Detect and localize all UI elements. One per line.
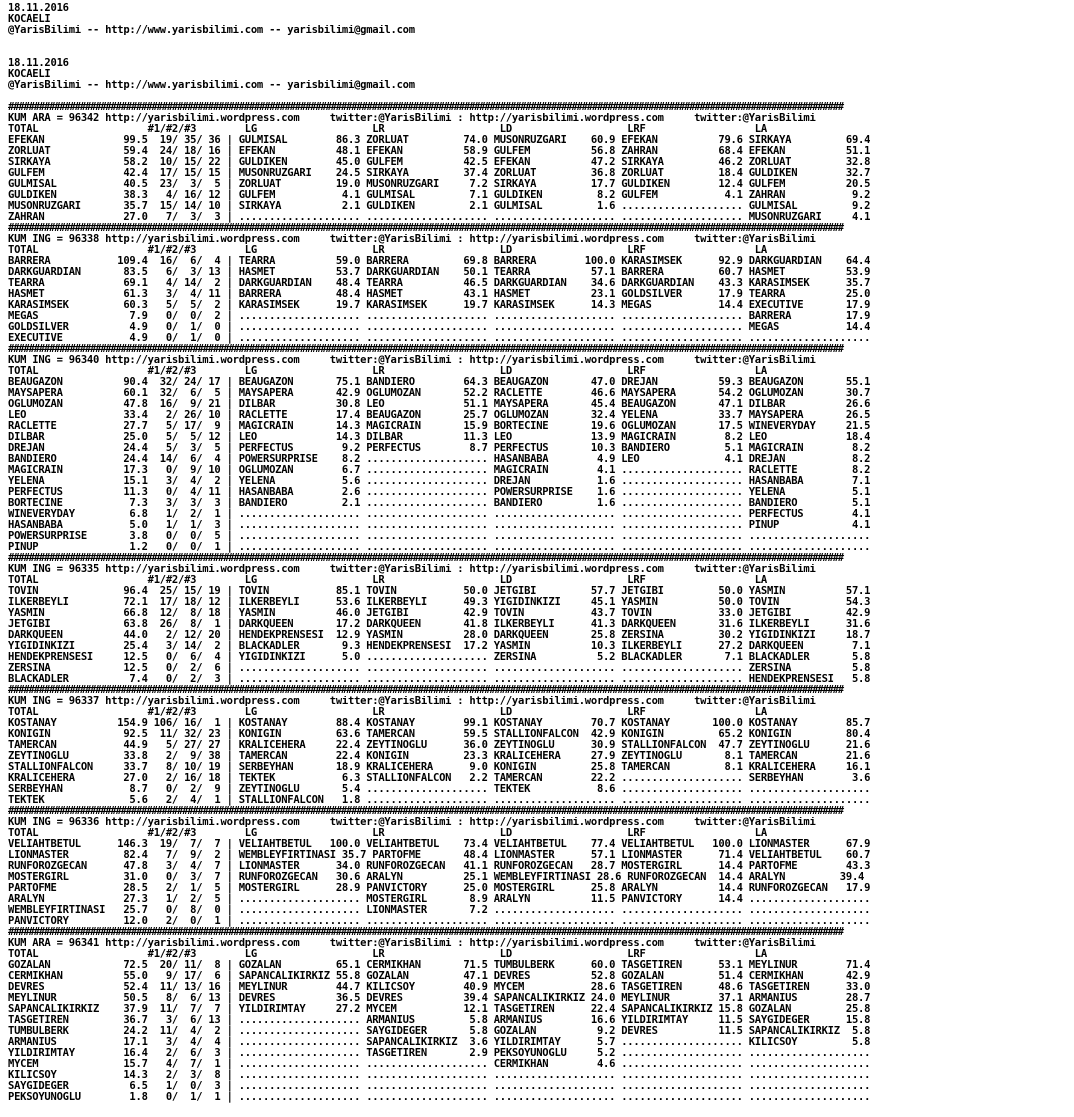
report-line: TUMBULBERK 24.2 11/ 4/ 2 | .................... SAYGIDEGER 5.8 GOZALAN 9.2 DEVRES 11.5 SAPANCALIKIRKIZ 5.8 [8, 1026, 871, 1037]
report-line: RUNFOROZGECAN 47.8 3/ 4/ 7 | LIONMASTER 34.0 RUNFOROZGECAN 41.1 RUNFOROZGECAN 28.7 MOSTERGIRL 14.4 PARTOFME 43.3 [8, 861, 871, 872]
report-line: LEO 33.4 2/ 26/ 10 | RACLETTE 17.4 BEAUGAZON 25.7 OGLUMOZAN 32.4 YELENA 33.7 MAYSAPERA 26.5 [8, 410, 871, 421]
report-line: HASANBABA 5.0 1/ 1/ 3 | .................... .................... .................... .................... PINUP 4.1 [8, 520, 871, 531]
report-line: ARMANIUS 17.1 3/ 4/ 4 | .................... SAPANCALIKIRKIZ 3.6 YILDIRIMTAY 5.7 .................... KILICSOY 5.8 [8, 1037, 871, 1048]
report-line: YASMIN 66.8 12/ 8/ 18 | YASMIN 46.0 JETGIBI 42.9 TOVIN 43.7 TOVIN 33.0 JETGIBI 42.9 [8, 608, 871, 619]
report-line: DEVRES 52.4 11/ 13/ 16 | MEYLINUR 44.7 KILICSOY 40.9 MYCEM 28.6 TASGETIREN 48.6 TASGETIREN 33.0 [8, 982, 871, 993]
report-line: TAMERCAN 44.9 5/ 27/ 27 | KRALICEHERA 22.4 ZEYTINOGLU 36.0 ZEYTINOGLU 30.9 STALLIONFALCON 47.7 ZEYTINOGLU 21.6 [8, 740, 871, 751]
report-line: ILKERBEYLI 72.1 17/ 18/ 12 | ILKERBEYLI 53.6 ILKERBEYLI 49.3 YIGIDINKIZI 45.1 YASMIN 50.0 TOVIN 54.3 [8, 597, 871, 608]
report-line: ZEYTINOGLU 33.8 2/ 9/ 38 | TAMERCAN 22.4 KONIGIN 23.3 KRALICEHERA 27.9 ZEYTINOGLU 8.1 TAMERCAN 21.6 [8, 751, 871, 762]
report-line: EXECUTIVE 4.9 0/ 1/ 0 | .................... .................... .................... .................... .................... [8, 333, 871, 344]
report-line: DILBAR 25.0 5/ 5/ 12 | LEO 14.3 DILBAR 11.3 LEO 13.9 MAGICRAIN 8.2 LEO 18.4 [8, 432, 871, 443]
report-line: MOSTERGIRL 31.0 0/ 3/ 7 | RUNFOROZGECAN 30.6 ARALYN 25.1 WEMBLEYFIRTINASI 28.6 RUNFOROZGECAN 14.4 ARALYN 39.4 [8, 872, 865, 883]
report-line: MAGICRAIN 17.3 0/ 9/ 10 | OGLUMOZAN 6.7 .................... MAGICRAIN 4.1 .................... RACLETTE 8.2 [8, 465, 871, 476]
report-line: YILDIRIMTAY 16.4 2/ 6/ 3 | .................... TASGETIREN 2.9 PEKSOYUNOGLU 5.2 .................... .................... [8, 1048, 871, 1059]
report-line: JETGIBI 63.8 26/ 8/ 1 | DARKQUEEN 17.2 DARKQUEEN 41.8 ILKERBEYLI 41.3 DARKQUEEN 31.6 ILKERBEYLI 31.6 [8, 619, 871, 630]
separator-line: ################################################################################################################################################################### [8, 102, 843, 113]
report-line: TOTAL #1/#2/#3 LG LR LD LRF LA [8, 707, 767, 718]
report-line: STALLIONFALCON 33.7 8/ 10/ 19 | SERBEYHAN 18.9 KRALICEHERA 9.0 KONIGIN 25.8 TAMERCAN 8.1 KRALICEHERA 16.1 [8, 762, 871, 773]
report-line: KOCAELI [8, 14, 51, 25]
report-line: WEMBLEYFIRTINASI 25.7 0/ 8/ 0 | .................... LIONMASTER 7.2 .................... .................... .................... [8, 905, 871, 916]
report-line: PERFECTUS 11.3 0/ 4/ 11 | HASANBABA 2.6 .................... POWERSURPRISE 1.6 .................... YELENA 5.1 [8, 487, 871, 498]
report-line: LIONMASTER 82.4 7/ 9/ 2 | WEMBLEYFIRTINASI 35.7 PARTOFME 48.4 LIONMASTER 57.1 LIONMASTER 71.4 VELIAHTBETUL 60.7 [8, 850, 871, 861]
report-line: TEKTEK 5.6 2/ 4/ 1 | STALLIONFALCON 1.8 .................... .................... .................... .................... [8, 795, 871, 806]
report-line: KUM ING = 96337 http://yarisbilimi.wordpress.com twitter:@YarisBilimi : http://yarisbilimi.wordpress.com twitter:@YarisBilimi [8, 696, 816, 707]
report-line: PANVICTORY 12.0 2/ 0/ 1 | .................... .................... .................... .................... .................... [8, 916, 871, 927]
report-line: BARRERA 109.4 16/ 6/ 4 | TEARRA 59.0 BARRERA 69.8 BARRERA 100.0 KARASIMSEK 92.9 DARKGUARDIAN 64.4 [8, 256, 871, 267]
report-line [8, 47, 1068, 58]
report-line: KARASIMSEK 60.3 5/ 5/ 2 | KARASIMSEK 19.7 KARASIMSEK 19.7 KARASIMSEK 14.3 MEGAS 14.4 EXECUTIVE 17.9 [8, 300, 871, 311]
report-line: VELIAHTBETUL 146.3 19/ 7/ 7 | VELIAHTBETUL 100.0 VELIAHTBETUL 73.4 VELIAHTBETUL 77.4 VELIAHTBETUL 100.0 LIONMASTER 67.9 [8, 839, 871, 850]
report-line: KUM ING = 96335 http://yarisbilimi.wordpress.com twitter:@YarisBilimi : http://yarisbilimi.wordpress.com twitter:@YarisBilimi [8, 564, 816, 575]
report-line: PINUP 1.2 0/ 0/ 1 | .................... .................... .................... .................... .................... [8, 542, 871, 553]
report-line: HENDEKPRENSESI 12.5 0/ 6/ 4 | YIGIDINKIZI 5.0 .................... ZERSINA 5.2 BLACKADLER 7.1 BLACKADLER 5.8 [8, 652, 871, 663]
race-report-document [8, 3, 1068, 1103]
report-line: BEAUGAZON 90.4 32/ 24/ 17 | BEAUGAZON 75.1 BANDIERO 64.3 BEAUGAZON 47.0 DREJAN 59.3 BEAUGAZON 55.1 [8, 377, 871, 388]
report-line: ZERSINA 12.5 0/ 2/ 6 | .................... .................... .................... .................... ZERSINA 5.8 [8, 663, 871, 674]
report-line: SAPANCALIKIRKIZ 37.9 11/ 7/ 7 | YILDIRIMTAY 27.2 MYCEM 12.1 TASGETIREN 22.4 SAPANCALIKIRKIZ 15.8 GOZALAN 25.8 [8, 1004, 871, 1015]
report-line: @YarisBilimi -- http://www.yarisbilimi.com -- yarisbilimi@gmail.com [8, 80, 415, 91]
report-line: TOVIN 96.4 25/ 15/ 19 | TOVIN 85.1 TOVIN 50.0 JETGIBI 57.7 JETGIBI 50.0 YASMIN 57.1 [8, 586, 871, 597]
report-line: CERMIKHAN 55.0 9/ 17/ 6 | SAPANCALIKIRKIZ 55.8 GOZALAN 47.1 DEVRES 52.8 GOZALAN 51.4 CERMIKHAN 42.9 [8, 971, 871, 982]
report-line: KRALICEHERA 27.0 2/ 16/ 18 | TEKTEK 6.3 STALLIONFALCON 2.2 TAMERCAN 22.2 .................... SERBEYHAN 3.6 [8, 773, 871, 784]
report-line: PEKSOYUNOGLU 1.8 0/ 1/ 1 | .................... .................... .................... .................... .................... [8, 1092, 871, 1103]
report-line: DARKGUARDIAN 83.5 6/ 3/ 13 | HASMET 53.7 DARKGUARDIAN 50.1 TEARRA 57.1 BARRERA 60.7 HASMET 53.9 [8, 267, 871, 278]
separator-line: ################################################################################################################################################################### [8, 553, 843, 564]
separator-line: ################################################################################################################################################################### [8, 685, 843, 696]
report-line: TOTAL #1/#2/#3 LG LR LD LRF LA [8, 124, 767, 135]
report-line: 18.11.2016 [8, 58, 69, 69]
report-line: TOTAL #1/#2/#3 LG LR LD LRF LA [8, 366, 767, 377]
report-line: TOTAL #1/#2/#3 LG LR LD LRF LA [8, 828, 767, 839]
report-line: TASGETIREN 36.7 3/ 6/ 13 | .................... ARMANIUS 5.8 ARMANIUS 16.6 YILDIRIMTAY 11.5 SAYGIDEGER 15.8 [8, 1015, 871, 1026]
report-line [8, 36, 1068, 47]
report-line: MUSONRUZGARI 35.7 15/ 14/ 10 | SIRKAYA 2.1 GULDIKEN 2.1 GULMISAL 1.6 .................... GULMISAL 9.2 [8, 201, 871, 212]
report-line: GULMISAL 40.5 23/ 3/ 5 | ZORLUAT 19.0 MUSONRUZGARI 7.2 SIRKAYA 17.7 GULDIKEN 12.4 GULFEM 20.5 [8, 179, 871, 190]
report-line: 18.11.2016 [8, 3, 69, 14]
report-line: ARALYN 27.3 1/ 2/ 5 | .................... MOSTERGIRL 8.9 ARALYN 11.5 PANVICTORY 14.4 .................... [8, 894, 871, 905]
report-line: SIRKAYA 58.2 10/ 15/ 22 | GULDIKEN 45.0 GULFEM 42.5 EFEKAN 47.2 SIRKAYA 46.2 ZORLUAT 32.8 [8, 157, 871, 168]
separator-line: ################################################################################################################################################################### [8, 223, 843, 234]
report-line: GULDIKEN 38.3 4/ 16/ 12 | GULFEM 4.1 GULMISAL 7.1 GULDIKEN 8.2 GULFEM 4.1 ZAHRAN 9.2 [8, 190, 871, 201]
separator-line: ################################################################################################################################################################### [8, 927, 843, 938]
separator-line: ################################################################################################################################################################### [8, 806, 843, 817]
report-line: KOCAELI [8, 69, 51, 80]
report-line: YIGIDINKIZI 25.4 3/ 14/ 2 | BLACKADLER 9.3 HENDEKPRENSESI 17.2 YASMIN 10.3 ILKERBEYLI 27.2 DARKQUEEN 7.1 [8, 641, 871, 652]
report-line: KONIGIN 92.5 11/ 32/ 23 | KONIGIN 63.6 TAMERCAN 59.5 STALLIONFALCON 42.9 KONIGIN 65.2 KONIGIN 80.4 [8, 729, 871, 740]
report-line: BANDIERO 24.4 14/ 6/ 4 | POWERSURPRISE 8.2 .................... HASANBABA 4.9 LEO 4.1 DREJAN 8.2 [8, 454, 871, 465]
report-line: GULFEM 42.4 17/ 15/ 15 | MUSONRUZGARI 24.5 SIRKAYA 37.4 ZORLUAT 36.8 ZORLUAT 18.4 GULDIKEN 32.7 [8, 168, 871, 179]
report-line: MEYLINUR 50.5 8/ 6/ 13 | DEVRES 36.5 DEVRES 39.4 SAPANCALIKIRKIZ 24.0 MEYLINUR 37.1 ARMANIUS 28.7 [8, 993, 871, 1004]
report-line: GOZALAN 72.5 20/ 11/ 8 | GOZALAN 65.1 CERMIKHAN 71.5 TUMBULBERK 60.0 TASGETIREN 53.1 MEYLINUR 71.4 [8, 960, 871, 971]
report-line: BORTECINE 7.3 3/ 3/ 3 | BANDIERO 2.1 .................... BANDIERO 1.6 .................... BANDIERO 5.1 [8, 498, 871, 509]
report-line: KUM ARA = 96341 http://yarisbilimi.wordpress.com twitter:@YarisBilimi : http://yarisbilimi.wordpress.com twitter:@YarisBilimi [8, 938, 816, 949]
report-line: KUM ING = 96338 http://yarisbilimi.wordpress.com twitter:@YarisBilimi : http://yarisbilimi.wordpress.com twitter:@YarisBilimi [8, 234, 816, 245]
report-line: MAYSAPERA 60.1 32/ 6/ 5 | MAYSAPERA 42.9 OGLUMOZAN 52.2 RACLETTE 46.6 MAYSAPERA 54.2 OGLUMOZAN 30.7 [8, 388, 871, 399]
report-line: BLACKADLER 7.4 0/ 2/ 3 | .................... .................... .................... .................... HENDEKPRENSESI 5.8 [8, 674, 871, 685]
report-line: YELENA 15.1 3/ 4/ 2 | YELENA 5.6 .................... DREJAN 1.6 .................... HASANBABA 7.1 [8, 476, 871, 487]
report-line: POWERSURPRISE 3.8 0/ 0/ 5 | .................... .................... .................... .................... .................... [8, 531, 871, 542]
report-line: WINEVERYDAY 6.8 1/ 2/ 1 | .................... .................... .................... .................... PERFECTUS 4.1 [8, 509, 871, 520]
report-line: ZAHRAN 27.0 7/ 3/ 3 | .................... .................... .................... .................... MUSONRUZGARI 4.1 [8, 212, 871, 223]
report-line: GOLDSILVER 4.9 0/ 1/ 0 | .................... .................... .................... .................... MEGAS 14.4 [8, 322, 871, 333]
report-line: ZORLUAT 59.4 24/ 18/ 16 | EFEKAN 48.1 EFEKAN 58.9 GULFEM 56.8 ZAHRAN 68.4 EFEKAN 51.1 [8, 146, 871, 157]
report-line: TEARRA 69.1 4/ 14/ 2 | DARKGUARDIAN 48.4 TEARRA 46.5 DARKGUARDIAN 34.6 DARKGUARDIAN 43.3 KARASIMSEK 35.7 [8, 278, 871, 289]
report-line: EFEKAN 99.5 19/ 35/ 36 | GULMISAL 86.3 ZORLUAT 74.0 MUSONRUZGARI 60.9 EFEKAN 79.6 SIRKAYA 69.4 [8, 135, 871, 146]
report-line: KUM ING = 96340 http://yarisbilimi.wordpress.com twitter:@YarisBilimi : http://yarisbilimi.wordpress.com twitter:@YarisBilimi [8, 355, 816, 366]
report-line: MEGAS 7.9 0/ 0/ 2 | .................... .................... .................... .................... BARRERA 17.9 [8, 311, 871, 322]
report-line: DARKQUEEN 44.0 2/ 12/ 20 | HENDEKPRENSESI 12.9 YASMIN 28.0 DARKQUEEN 25.8 ZERSINA 30.2 YIGIDINKIZI 18.7 [8, 630, 871, 641]
report-line: MYCEM 15.7 4/ 7/ 1 | .................... .................... CERMIKHAN 4.6 .................... .................... [8, 1059, 871, 1070]
report-line: PARTOFME 28.5 2/ 1/ 5 | MOSTERGIRL 28.9 PANVICTORY 25.0 MOSTERGIRL 25.8 ARALYN 14.4 RUNFOROZGECAN 17.9 [8, 883, 871, 894]
report-line: KUM ARA = 96342 http://yarisbilimi.wordpress.com twitter:@YarisBilimi : http://yarisbilimi.wordpress.com twitter:@YarisBilimi [8, 113, 816, 124]
report-line: KUM ING = 96336 http://yarisbilimi.wordpress.com twitter:@YarisBilimi : http://yarisbilimi.wordpress.com twitter:@YarisBilimi [8, 817, 816, 828]
report-line: SERBEYHAN 8.7 0/ 2/ 9 | ZEYTINOGLU 5.4 .................... TEKTEK 8.6 .................... .................... [8, 784, 871, 795]
report-line: SAYGIDEGER 6.5 1/ 0/ 3 | .................... .................... .................... .................... .................... [8, 1081, 871, 1092]
report-line: @YarisBilimi -- http://www.yarisbilimi.com -- yarisbilimi@gmail.com [8, 25, 415, 36]
report-line: TOTAL #1/#2/#3 LG LR LD LRF LA [8, 245, 767, 256]
report-line: TOTAL #1/#2/#3 LG LR LD LRF LA [8, 949, 767, 960]
report-line [8, 91, 1068, 102]
report-line: TOTAL #1/#2/#3 LG LR LD LRF LA [8, 575, 767, 586]
report-line: KOSTANAY 154.9 106/ 16/ 1 | KOSTANAY 88.4 KOSTANAY 99.1 KOSTANAY 70.7 KOSTANAY 100.0 KOSTANAY 85.7 [8, 718, 871, 729]
report-line: KILICSOY 14.3 2/ 3/ 8 | .................... .................... .................... .................... .................... [8, 1070, 871, 1081]
report-line: OGLUMOZAN 47.8 16/ 9/ 21 | DILBAR 30.8 LEO 51.1 MAYSAPERA 45.4 BEAUGAZON 47.1 DILBAR 26.6 [8, 399, 871, 410]
report-line: HASMET 61.3 3/ 4/ 11 | BARRERA 48.4 HASMET 43.1 HASMET 23.1 GOLDSILVER 17.9 TEARRA 25.0 [8, 289, 871, 300]
report-line: RACLETTE 27.7 5/ 17/ 9 | MAGICRAIN 14.3 MAGICRAIN 15.9 BORTECINE 19.6 OGLUMOZAN 17.5 WINEVERYDAY 21.5 [8, 421, 871, 432]
separator-line: ################################################################################################################################################################### [8, 344, 843, 355]
report-line: DREJAN 24.4 5/ 3/ 5 | PERFECTUS 9.2 PERFECTUS 8.7 PERFECTUS 10.3 BANDIERO 5.1 MAGICRAIN 8.2 [8, 443, 871, 454]
